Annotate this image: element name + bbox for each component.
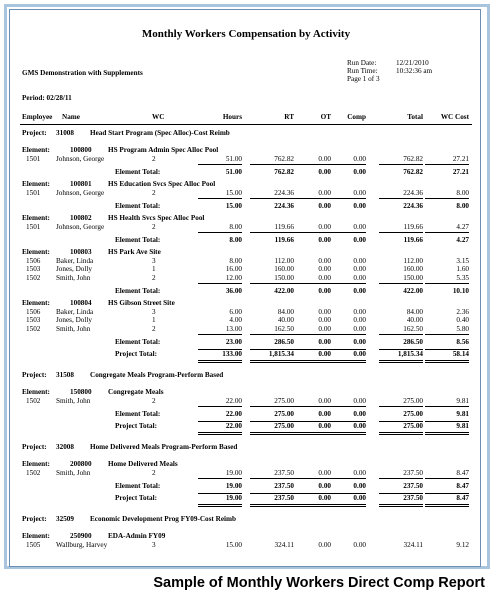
table-row-ot: 0.00 (318, 154, 331, 163)
employee-name: Johnson, George (56, 154, 105, 163)
total-rule (379, 478, 423, 479)
employee-id: 1505 (26, 540, 41, 549)
run-time-label: Run Time: (347, 67, 378, 75)
element-total-wccost: 9.81 (456, 409, 469, 418)
table-row-ot: 0.00 (318, 222, 331, 231)
element-total-label: Element Total: (115, 286, 161, 295)
table-row-ot: 0.00 (318, 188, 331, 197)
element-label: Element: (22, 180, 50, 188)
table-row-hours: 8.00 (229, 222, 242, 231)
element-label: Element: (22, 388, 50, 396)
table-row-hours: 51.00 (225, 154, 242, 163)
total-rule (198, 406, 242, 407)
total-rule (425, 232, 469, 233)
table-row-hours: 12.00 (225, 273, 242, 282)
table-row-total: 160.00 (403, 265, 423, 273)
element-total-comp: 0.00 (353, 286, 366, 295)
table-row-ot: 0.00 (318, 324, 331, 333)
header-rule (20, 124, 472, 125)
project-label: Project: (22, 371, 47, 379)
element-label: Element: (22, 299, 50, 307)
element-total-wccost: 27.21 (452, 167, 469, 176)
project-total-rt: 275.00 (274, 422, 294, 430)
total-rule (425, 478, 469, 479)
wc-class: 3 (152, 540, 156, 549)
element-total-rt: 237.50 (274, 481, 294, 490)
project-total-ot: 0.00 (318, 350, 331, 358)
table-row-wccost: 4.27 (456, 222, 469, 231)
total-rule (379, 334, 423, 335)
element-total-ot: 0.00 (318, 337, 331, 346)
element-total-hours: 8.00 (229, 235, 242, 244)
col-wc: WC (152, 113, 165, 121)
employee-id: 1503 (26, 265, 41, 273)
element-code: 200800 (70, 460, 92, 468)
element-name: HS Education Svcs Spec Alloc Pool (108, 180, 216, 188)
table-row-hours: 4.00 (229, 316, 242, 324)
element-total-total: 237.50 (403, 481, 423, 490)
table-row-wccost: 3.15 (456, 256, 469, 265)
element-total-label: Element Total: (115, 337, 161, 346)
table-row-total: 237.50 (403, 468, 423, 477)
table-row-rt: 119.66 (274, 222, 294, 231)
element-code: 100800 (70, 146, 92, 154)
project-total-hours: 133.00 (222, 350, 242, 358)
table-row-ot: 0.00 (318, 265, 331, 273)
table-row-wccost: 2.36 (456, 307, 469, 316)
employee-name: Wallburg, Harvey (56, 540, 108, 549)
employee-name: Johnson, George (56, 188, 105, 197)
wc-class: 2 (152, 154, 156, 163)
table-row-rt: 40.00 (277, 316, 294, 324)
double-rule (322, 432, 366, 435)
double-rule (379, 504, 423, 507)
employee-id: 1502 (26, 324, 41, 333)
employee-id: 1502 (26, 396, 41, 405)
element-total-ot: 0.00 (318, 201, 331, 210)
table-row-comp: 0.00 (353, 316, 366, 324)
project-total-total: 237.50 (403, 494, 423, 502)
project-label: Project: (22, 515, 47, 523)
total-rule (379, 406, 423, 407)
element-name: Home Delivered Meals (108, 460, 178, 468)
element-total-label: Element Total: (115, 481, 161, 490)
table-row-hours: 8.00 (229, 256, 242, 265)
figure-caption: Sample of Monthly Workers Direct Comp Report (153, 575, 485, 591)
table-row-rt: 84.00 (277, 307, 294, 316)
table-row-wccost: 27.21 (452, 154, 469, 163)
project-total-ot: 0.00 (318, 422, 331, 430)
table-row-rt: 112.00 (274, 256, 294, 265)
table-row-comp: 0.00 (353, 188, 366, 197)
wc-class: 2 (152, 468, 156, 477)
table-row-ot: 0.00 (318, 316, 331, 324)
col-name: Name (62, 113, 80, 121)
total-rule (379, 232, 423, 233)
col-ot: OT (320, 113, 331, 121)
element-total-hours: 51.00 (225, 167, 242, 176)
element-name: EDA-Admin FY09 (108, 532, 166, 540)
project-name: Home Delivered Meals Program-Perform Based (90, 443, 238, 451)
table-row-rt: 160.00 (274, 265, 294, 273)
table-row-rt: 324.11 (274, 540, 294, 549)
element-total-ot: 0.00 (318, 409, 331, 418)
project-code: 31508 (56, 371, 74, 379)
table-row-total: 112.00 (403, 256, 423, 265)
employee-name: Smith, John (56, 468, 91, 477)
double-rule (425, 360, 469, 363)
total-rule (379, 283, 423, 284)
employee-id: 1506 (26, 256, 41, 265)
double-rule (379, 432, 423, 435)
double-rule (198, 360, 242, 363)
employee-name: Jones, Dolly (56, 316, 92, 324)
element-name: HS Program Admin Spec Alloc Pool (108, 146, 219, 154)
table-row-comp: 0.00 (353, 540, 366, 549)
element-total-ot: 0.00 (318, 286, 331, 295)
element-code: 100803 (70, 248, 92, 256)
project-total-hours: 22.00 (225, 422, 242, 430)
total-rule (198, 283, 242, 284)
element-total-rt: 275.00 (274, 409, 294, 418)
table-row-ot: 0.00 (318, 256, 331, 265)
element-label: Element: (22, 214, 50, 222)
element-code: 100801 (70, 180, 92, 188)
element-total-total: 119.66 (403, 235, 423, 244)
run-time: 10:32:36 am (396, 67, 433, 75)
table-row-ot: 0.00 (318, 468, 331, 477)
element-name: Congregate Meals (108, 388, 164, 396)
table-row-rt: 275.00 (274, 396, 294, 405)
double-rule (198, 504, 242, 507)
table-row-ot: 0.00 (318, 273, 331, 282)
table-row-total: 119.66 (403, 222, 423, 231)
total-rule (322, 406, 366, 407)
table-row-wccost: 9.81 (456, 396, 469, 405)
employee-id: 1502 (26, 273, 41, 282)
table-row-total: 324.11 (403, 540, 423, 549)
employee-id: 1501 (26, 154, 41, 163)
project-total-total: 275.00 (403, 422, 423, 430)
element-code: 100804 (70, 299, 92, 307)
project-code: 32509 (56, 515, 74, 523)
element-name: HS Health Svcs Spec Alloc Pool (108, 214, 205, 222)
wc-class: 1 (152, 265, 156, 273)
employee-name: Jones, Dolly (56, 265, 92, 273)
table-row-comp: 0.00 (353, 396, 366, 405)
project-name: Congregate Meals Program-Perform Based (90, 371, 224, 379)
element-total-rt: 119.66 (274, 235, 294, 244)
total-rule (322, 232, 366, 233)
table-row-total: 162.50 (403, 324, 423, 333)
table-row-ot: 0.00 (318, 540, 331, 549)
table-row-comp: 0.00 (353, 154, 366, 163)
employee-name: Baker, Linda (56, 307, 94, 316)
col-comp: Comp (347, 113, 366, 121)
employee-id: 1506 (26, 307, 41, 316)
col-total: Total (407, 113, 423, 121)
project-total-comp: 0.00 (353, 350, 366, 358)
project-code: 32008 (56, 443, 74, 451)
table-row-rt: 762.82 (274, 154, 294, 163)
total-rule (198, 334, 242, 335)
col-wccost: WC Cost (440, 113, 469, 121)
double-rule (425, 432, 469, 435)
element-total-total: 275.00 (403, 409, 423, 418)
table-row-wccost: 8.47 (456, 468, 469, 477)
project-total-rt: 1,815.34 (268, 350, 294, 358)
company-name: GMS Demonstration with Supplements (22, 69, 143, 77)
table-row-total: 762.82 (403, 154, 423, 163)
wc-class: 1 (152, 316, 156, 324)
total-rule (379, 164, 423, 165)
element-total-hours: 36.00 (225, 286, 242, 295)
project-name: Head Start Program (Spec Alloc)-Cost Reimb (90, 129, 230, 137)
total-rule (322, 164, 366, 165)
element-code: 100802 (70, 214, 92, 222)
project-total-comp: 0.00 (353, 422, 366, 430)
period: Period: 02/28/11 (22, 94, 72, 102)
table-row-total: 224.36 (403, 188, 423, 197)
double-rule (198, 432, 242, 435)
total-rule (425, 164, 469, 165)
project-total-total: 1,815.34 (397, 350, 423, 358)
total-rule (425, 406, 469, 407)
project-total-wccost: 58.14 (452, 350, 469, 358)
element-total-wccost: 10.10 (452, 286, 469, 295)
element-total-hours: 23.00 (225, 337, 242, 346)
table-row-wccost: 0.40 (456, 316, 469, 324)
element-total-wccost: 8.56 (456, 337, 469, 346)
table-row-hours: 6.00 (229, 307, 242, 316)
element-total-comp: 0.00 (353, 481, 366, 490)
wc-class: 3 (152, 307, 156, 316)
element-total-wccost: 8.47 (456, 481, 469, 490)
double-rule (379, 360, 423, 363)
element-total-rt: 762.82 (274, 167, 294, 176)
employee-id: 1503 (26, 316, 41, 324)
element-total-ot: 0.00 (318, 167, 331, 176)
total-rule (198, 198, 242, 199)
employee-id: 1502 (26, 468, 41, 477)
project-total-label: Project Total: (115, 350, 157, 358)
table-row-rt: 150.00 (274, 273, 294, 282)
table-row-hours: 13.00 (225, 324, 242, 333)
double-rule (322, 360, 366, 363)
table-row-comp: 0.00 (353, 324, 366, 333)
element-label: Element: (22, 532, 50, 540)
employee-name: Smith, John (56, 396, 91, 405)
element-total-wccost: 8.00 (456, 201, 469, 210)
project-total-label: Project Total: (115, 494, 157, 502)
element-code: 150800 (70, 388, 92, 396)
total-rule (198, 164, 242, 165)
element-total-hours: 15.00 (225, 201, 242, 210)
element-total-total: 224.36 (403, 201, 423, 210)
element-label: Element: (22, 248, 50, 256)
employee-name: Smith, John (56, 324, 91, 333)
table-row-hours: 15.00 (225, 188, 242, 197)
table-row-wccost: 5.35 (456, 273, 469, 282)
employee-id: 1501 (26, 222, 41, 231)
table-row-comp: 0.00 (353, 265, 366, 273)
table-row-total: 40.00 (406, 316, 423, 324)
table-row-total: 150.00 (403, 273, 423, 282)
run-date: 12/21/2010 (396, 59, 429, 67)
col-hours: Hours (222, 113, 242, 121)
element-total-comp: 0.00 (353, 337, 366, 346)
element-code: 250900 (70, 532, 92, 540)
element-name: HS Park Ave Site (108, 248, 161, 256)
table-row-rt: 237.50 (274, 468, 294, 477)
report-title: Monthly Workers Compensation by Activity (141, 28, 351, 40)
total-rule (198, 478, 242, 479)
table-row-total: 84.00 (406, 307, 423, 316)
wc-class: 2 (152, 396, 156, 405)
table-row-comp: 0.00 (353, 273, 366, 282)
element-total-total: 286.50 (403, 337, 423, 346)
table-row-rt: 162.50 (274, 324, 294, 333)
element-total-comp: 0.00 (353, 201, 366, 210)
table-row-rt: 224.36 (274, 188, 294, 197)
total-rule (198, 232, 242, 233)
report-page (14, 12, 478, 564)
element-total-label: Element Total: (115, 167, 161, 176)
wc-class: 2 (152, 222, 156, 231)
element-total-total: 762.82 (403, 167, 423, 176)
wc-class: 2 (152, 188, 156, 197)
project-total-label: Project Total: (115, 422, 157, 430)
element-total-rt: 224.36 (274, 201, 294, 210)
table-row-wccost: 1.60 (456, 265, 469, 273)
wc-class: 3 (152, 256, 156, 265)
table-row-comp: 0.00 (353, 222, 366, 231)
total-rule (425, 283, 469, 284)
project-label: Project: (22, 443, 47, 451)
element-total-rt: 286.50 (274, 337, 294, 346)
element-total-comp: 0.00 (353, 167, 366, 176)
total-rule (379, 198, 423, 199)
table-row-wccost: 8.00 (456, 188, 469, 197)
project-code: 31008 (56, 129, 74, 137)
project-total-rt: 237.50 (274, 494, 294, 502)
total-rule (425, 198, 469, 199)
element-label: Element: (22, 146, 50, 154)
total-rule (322, 334, 366, 335)
element-total-comp: 0.00 (353, 235, 366, 244)
table-row-total: 275.00 (403, 396, 423, 405)
total-rule (322, 478, 366, 479)
table-row-hours: 22.00 (225, 396, 242, 405)
project-total-ot: 0.00 (318, 494, 331, 502)
total-rule (425, 334, 469, 335)
employee-name: Baker, Linda (56, 256, 94, 265)
element-total-ot: 0.00 (318, 481, 331, 490)
wc-class: 2 (152, 273, 156, 282)
page-number: Page 1 of 3 (347, 75, 380, 83)
table-row-ot: 0.00 (318, 307, 331, 316)
element-total-wccost: 4.27 (456, 235, 469, 244)
table-row-comp: 0.00 (353, 307, 366, 316)
employee-name: Smith, John (56, 273, 91, 282)
run-date-label: Run Date: (347, 59, 377, 67)
element-total-rt: 422.00 (274, 286, 294, 295)
total-rule (322, 198, 366, 199)
project-total-wccost: 8.47 (456, 494, 469, 502)
element-total-ot: 0.00 (318, 235, 331, 244)
element-name: HS Gibson Street Site (108, 299, 175, 307)
table-row-hours: 19.00 (225, 468, 242, 477)
project-name: Economic Development Prog FY09-Cost Reimb (90, 515, 236, 523)
element-total-label: Element Total: (115, 409, 161, 418)
table-row-ot: 0.00 (318, 396, 331, 405)
employee-name: Johnson, George (56, 222, 105, 231)
table-row-comp: 0.00 (353, 468, 366, 477)
project-label: Project: (22, 129, 47, 137)
table-row-hours: 15.00 (225, 540, 242, 549)
project-total-comp: 0.00 (353, 494, 366, 502)
employee-id: 1501 (26, 188, 41, 197)
col-employee: Employee (22, 113, 53, 121)
table-row-wccost: 9.12 (456, 540, 469, 549)
project-total-hours: 19.00 (225, 494, 242, 502)
double-rule (322, 504, 366, 507)
wc-class: 2 (152, 324, 156, 333)
table-row-hours: 16.00 (225, 265, 242, 273)
element-label: Element: (22, 460, 50, 468)
project-total-wccost: 9.81 (456, 422, 469, 430)
double-rule (425, 504, 469, 507)
table-row-wccost: 5.80 (456, 324, 469, 333)
total-rule (322, 283, 366, 284)
element-total-total: 422.00 (403, 286, 423, 295)
element-total-label: Element Total: (115, 201, 161, 210)
col-rt: RT (284, 113, 294, 121)
element-total-label: Element Total: (115, 235, 161, 244)
element-total-hours: 22.00 (225, 409, 242, 418)
element-total-comp: 0.00 (353, 409, 366, 418)
element-total-hours: 19.00 (225, 481, 242, 490)
table-row-comp: 0.00 (353, 256, 366, 265)
